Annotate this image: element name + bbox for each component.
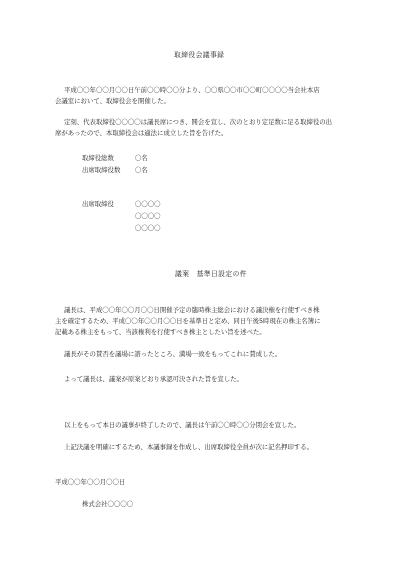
- director-name: 〇〇〇〇: [135, 224, 161, 232]
- chair-paragraph-line-2: 席があったので、本取締役会は適法に成立した旨を告げた。: [55, 129, 228, 137]
- present-directors-value: 〇名: [135, 166, 148, 174]
- document-date: 平成〇〇年〇〇月〇〇日: [55, 478, 126, 486]
- chair-paragraph-line-1: 定刻、代表取締役〇〇〇〇は議長席につき、開会を宣し、次のとおり定足数に足る取締役の出: [64, 118, 333, 126]
- document-title: 取締役会議事録: [174, 51, 225, 59]
- company-name: 株式会社〇〇〇〇: [82, 500, 134, 508]
- agenda-title: 議案 基準日設定の件: [175, 270, 247, 278]
- closing-paragraph: 以上をもって本日の議事が終了したので、議長は午前〇〇時〇〇分閉会を宣した。: [64, 421, 301, 429]
- opening-paragraph-line-1: 平成〇〇年〇〇月〇〇日午前〇〇時〇〇分より、〇〇県〇〇市〇〇町〇〇〇〇当会社本店: [64, 86, 320, 94]
- director-name: 〇〇〇〇: [135, 200, 161, 208]
- deliberation-paragraph: 議長がその賛否を議場に諮ったところ、満場一致をもってこれに賛成した。: [64, 350, 282, 358]
- total-directors-value: 〇名: [135, 154, 148, 162]
- present-directors-list-label: 出席取締役: [82, 200, 114, 208]
- resolution-paragraph: よって議長は、議案が原案どおり承認可決された旨を宣した。: [64, 375, 243, 383]
- opening-paragraph-line-2: 会議室において、取締役会を開催した。: [55, 97, 170, 105]
- agenda-paragraph-line-1: 議長は、平成〇〇年〇〇月〇〇日開催予定の臨時株主総会における議決権を行使すべき株: [64, 306, 320, 314]
- agenda-paragraph-line-3: 記載ある株主をもって、当該権利を行使すべき株主としたい旨を述べた。: [55, 328, 266, 336]
- present-directors-label: 出席取締役数: [82, 166, 121, 174]
- signature-note-paragraph: 上記決議を明確にするため、本議事録を作成し、出席取締役全員が次に記名押印する。: [64, 443, 313, 451]
- agenda-paragraph-line-2: 主を確定するため、平成〇〇年〇〇月〇〇日を基準日と定め、同日午後5時現在の株主名簿に: [55, 317, 321, 325]
- director-name: 〇〇〇〇: [135, 212, 161, 220]
- total-directors-label: 取締役総数: [82, 154, 114, 162]
